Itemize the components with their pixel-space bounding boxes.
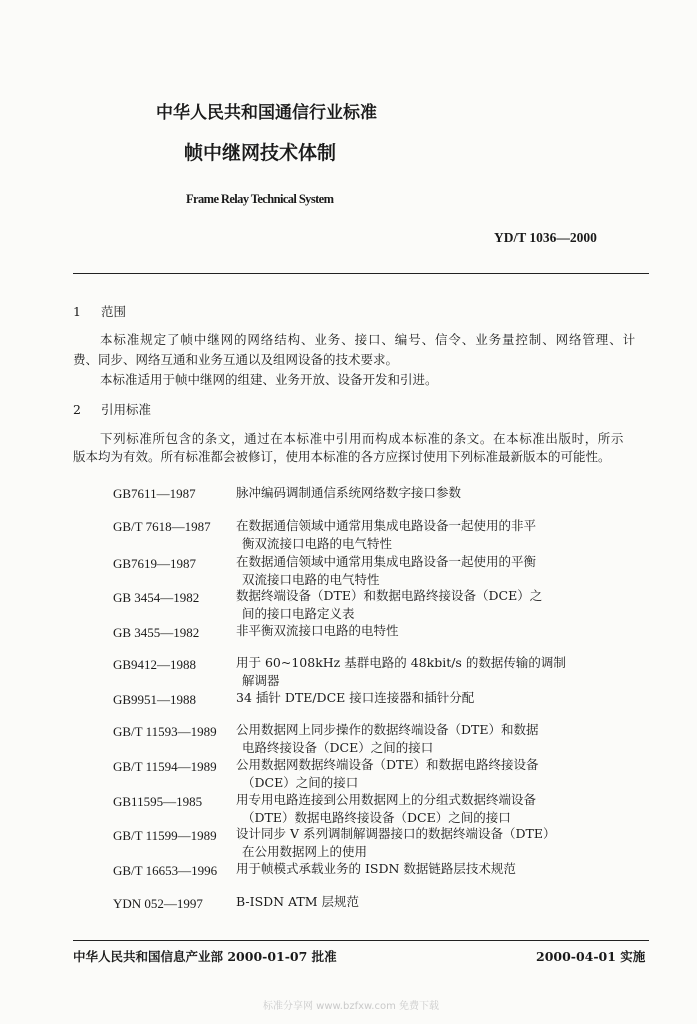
implementation-date: 2000-04-01 实施 [536,949,646,964]
paragraph: 版本均为有效。所有标准都会被修订，使用本标准的各方应探讨使用下列标准最新版本的可能性。 [73,449,611,464]
reference-code: GB/T 7618—1987 [113,519,211,534]
section-1-heading [73,302,126,320]
reference-code: GB/T 11593—1989 [113,724,217,739]
paragraph: 下列标准所包含的条文，通过在本标准中引用而构成本标准的条文。在本标准出版时，所示 [100,431,625,446]
reference-code: GB11595—1985 [113,794,203,809]
reference-code: GB 3455—1982 [113,625,200,640]
reference-description: 公用数据网上同步操作的数据终端设备（DTE）和数据 电路终接设备（DCE）之间的接口 [236,722,539,755]
reference-code: GB/T 11594—1989 [113,759,217,774]
section-number: 2 [73,402,81,417]
reference-code: GB 3454—1982 [113,590,200,605]
document-title-en: Frame Relay Technical System [186,192,334,206]
document-title-cn: 帧中继网技术体制 [184,142,337,164]
reference-description: 用于帧模式承载业务的 ISDN 数据链路层技术规范 [236,861,516,876]
watermark: 标准分享网 www.bzfxw.com 免费下载 [263,1001,439,1012]
standard-title: 中华人民共和国通信行业标准 [156,103,377,123]
reference-description: 用专用电路连接到公用数据网上的分组式数据终端设备 （DTE）数据电路终接设备（DCE）之间的接口 [236,792,537,825]
section-title: 范围 [101,304,127,319]
reference-description: B-ISDN ATM 层规范 [236,894,360,909]
reference-code: GB7611—1987 [113,486,196,501]
reference-code: GB/T 16653—1996 [113,863,218,878]
reference-description: 在数据通信领域中通常用集成电路设备一起使用的平衡 双流接口电路的电气特性 [236,554,537,587]
reference-description: 公用数据网数据终端设备（DTE）和数据电路终接设备 （DCE）之间的接口 [236,757,539,790]
paragraph: 本标准规定了帧中继网的网络结构、业务、接口、编号、信令、业务量控制、网络管理、计 [100,332,637,347]
reference-code: GB9951—1988 [113,692,197,707]
reference-description: 34 插针 DTE/DCE 接口连接器和插针分配 [236,690,475,705]
reference-code: GB7619—1987 [113,556,197,571]
section-number: 1 [73,304,81,319]
footer-divider [73,940,649,941]
reference-code: GB/T 11599—1989 [113,828,217,843]
paragraph: 费、同步、网络互通和业务互通以及组网设备的技术要求。 [73,352,399,367]
header-divider [73,273,649,274]
reference-code: YDN 052—1997 [113,896,203,911]
paragraph: 本标准适用于帧中继网的组建、业务开放、设备开发和引进。 [100,372,438,387]
section-title: 引用标准 [101,402,152,417]
reference-description: 脉冲编码调制通信系统网络数字接口参数 [236,485,462,500]
approval-line: 中华人民共和国信息产业部 2000-01-07 批准 [73,949,337,964]
reference-description: 在数据通信领域中通常用集成电路设备一起使用的非平 衡双流接口电路的电气特性 [236,518,537,551]
reference-code: GB9412—1988 [113,657,197,672]
document-number: YD/T 1036—2000 [494,230,597,245]
reference-description: 设计同步 V 系列调制解调器接口的数据终端设备（DTE） 在公用数据网上的使用 [236,826,556,859]
section-2-heading [73,400,151,418]
reference-description: 用于 60~108kHz 基群电路的 48kbit/s 的数据传输的调制 解调器 [236,655,566,688]
reference-description: 非平衡双流接口电路的电特性 [236,623,399,638]
reference-description: 数据终端设备（DTE）和数据电路终接设备（DCE）之 间的接口电路定义表 [236,588,543,621]
